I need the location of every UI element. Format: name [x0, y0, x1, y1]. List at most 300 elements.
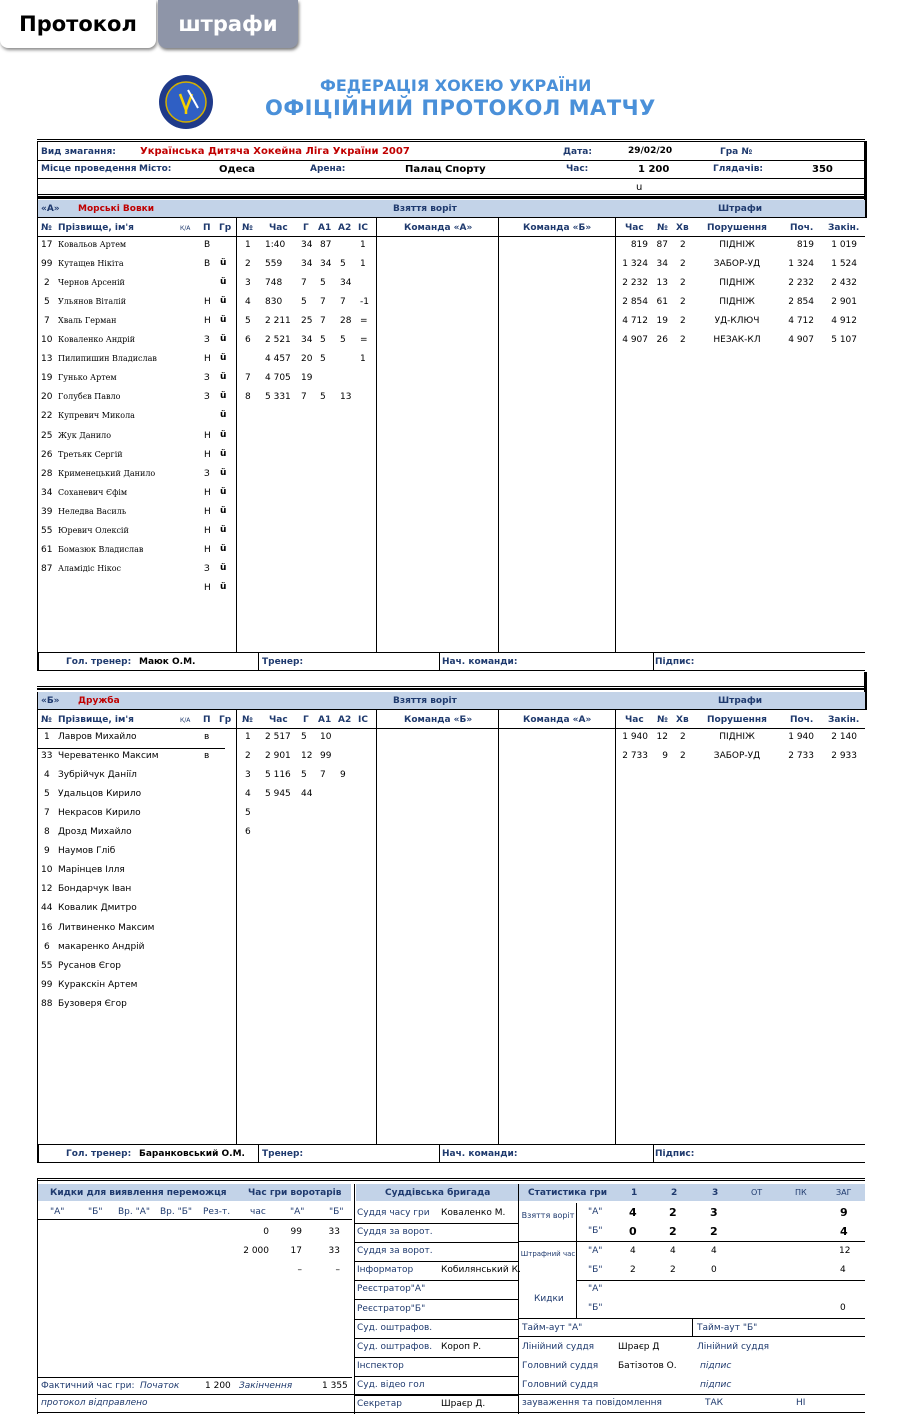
teamA-player-position: З — [204, 468, 210, 479]
teamA-col-gr: Гр — [219, 223, 232, 233]
period-header: ПК — [795, 1188, 807, 1197]
teamA-pen-start: 4 907 — [788, 335, 814, 346]
teamA-goal-n: 2 — [245, 259, 251, 270]
teamA-player-position: З — [204, 392, 210, 403]
teamA-goal-a1: 5 — [320, 392, 326, 403]
goals-b-total: 4 — [840, 1225, 848, 1238]
teamB-player-name: Бондарчук Іван — [58, 884, 132, 895]
teamB-player-position: в — [204, 732, 210, 742]
teamA-col-pno: № — [657, 223, 668, 233]
referee-role: Реєстратор"Б" — [357, 1303, 426, 1314]
info-extra: u — [636, 182, 643, 193]
goals-b-p2: 2 — [669, 1225, 677, 1238]
teamB-player-no: 8 — [44, 827, 50, 838]
teamB-col-a1: А1 — [318, 715, 332, 725]
teamA-player-no: 61 — [41, 544, 53, 555]
teamA-player-name: Ульянов Віталій — [58, 297, 127, 307]
teamA-pen-player: 34 — [656, 259, 668, 270]
goals-a-total: 9 — [840, 1206, 848, 1219]
penalty-stat-label: Штрафний час — [520, 1250, 576, 1258]
teamA-player-group: ü — [220, 334, 227, 345]
teamA-player-name: Купревич Микола — [58, 411, 135, 421]
teamA-goal-time: 559 — [265, 259, 283, 270]
teamA-pen-violation: ПІДНІЖ — [719, 240, 755, 250]
arena-label: Арена: — [310, 164, 346, 174]
teamA-goal-scorer: 7 — [301, 392, 307, 403]
main-ref-1-sign: підпис — [700, 1361, 732, 1371]
referee-role: Суд. оштрафов. — [357, 1322, 433, 1333]
notes-yes: ТАК — [705, 1398, 724, 1408]
teamB-col-ptime: Час — [625, 715, 644, 725]
teamB-player-name: Лавров Михайло — [58, 732, 137, 742]
teamB-player-name: Некрасов Кирило — [58, 808, 141, 819]
teamB-pen-violation: ПІДНІЖ — [719, 732, 755, 742]
teamA-goal-n: 3 — [245, 278, 251, 289]
goalie-col: "А" — [290, 1207, 305, 1217]
teamA-goal-time: 5 331 — [265, 392, 291, 403]
shootout-header: Кидки для виявлення переможця — [50, 1188, 227, 1198]
teamB-col-is: ІС — [358, 715, 368, 725]
teamB-player-no: 99 — [41, 979, 53, 990]
spectators-value: 350 — [812, 164, 833, 175]
teamA-player-no: 19 — [41, 373, 53, 384]
teamA-player-name: Ковальов Артем — [58, 240, 127, 249]
teamB-player-name: Зубрійчук Даніїл — [58, 770, 137, 781]
teamB-col-cmdA: Команда «А» — [523, 715, 592, 725]
teamA-pen-start: 2 232 — [788, 278, 814, 289]
referee-name: Шраєр Д. — [441, 1399, 486, 1409]
teamA-goal-is: 1 — [360, 259, 366, 270]
teamA-pen-end: 2 901 — [831, 297, 857, 308]
teamB-pen-end: 2 933 — [831, 751, 857, 762]
teamB-goal-time: 2 517 — [265, 732, 291, 742]
teamA-player-no: 20 — [41, 392, 53, 403]
teamA-player-no: 17 — [41, 240, 53, 250]
teamA-tag: «А» — [41, 204, 60, 214]
teamA-goal-scorer: 34 — [301, 335, 313, 346]
teamA-player-name: Хваль Герман — [58, 316, 117, 326]
teamA-player-no: 10 — [41, 335, 53, 346]
teamB-player-position: в — [204, 751, 210, 762]
teamA-player-group: ü — [220, 391, 227, 402]
teamA-player-group: ü — [220, 581, 227, 592]
teamA-player-no: 25 — [41, 430, 53, 441]
teamA-player-position: З — [204, 373, 210, 384]
teamB-col-gno: № — [242, 715, 253, 725]
goals-b-p3: 2 — [710, 1225, 718, 1238]
teamA-coach-name: Маюк О.М. — [139, 657, 196, 667]
stats-header: Статистика гри — [528, 1188, 608, 1198]
teamA-player-no: 99 — [41, 259, 53, 270]
teamA-chief-label: Нач. команди: — [442, 657, 518, 667]
teamA-player-position: З — [204, 563, 210, 574]
teamB-col-pno: № — [657, 715, 668, 725]
teamA-player-no: 2 — [44, 278, 50, 289]
federation-logo — [158, 74, 214, 130]
teamA-goal-is: = — [360, 335, 368, 346]
teamA-goal-a1: 7 — [320, 316, 326, 327]
teamA-pen-start: 819 — [796, 240, 814, 250]
teamA-pen-violation: ПІДНІЖ — [719, 297, 755, 308]
goalie-time-header: Час гри воротарів — [248, 1188, 342, 1198]
teamA-player-group: ü — [220, 486, 227, 497]
shots-stat-label: Кидки — [534, 1294, 564, 1304]
teamA-player-group: ü — [220, 296, 227, 307]
teamA-player-name: Голубєв Павло — [58, 392, 121, 402]
teamA-col-min: Хв — [676, 223, 689, 233]
teamA-player-name: Коваленко Андрій — [58, 335, 136, 345]
tab-penalties[interactable]: штрафи — [158, 0, 298, 48]
teamA-goal-n: 4 — [245, 297, 251, 308]
teamA-goal-a2: 13 — [340, 392, 352, 403]
goalie-a: 17 — [290, 1246, 302, 1256]
goalie-a: – — [297, 1265, 302, 1275]
period-header: 2 — [671, 1188, 678, 1198]
teamA-pen-start: 1 324 — [788, 259, 814, 270]
teamA-player-position: Н — [204, 297, 211, 308]
end-value: 1 355 — [322, 1381, 348, 1391]
teamA-col-ka: К/А — [180, 225, 191, 232]
teamA-col-name: Прізвище, ім'я — [58, 223, 134, 233]
teamA-pen-time: 2 232 — [622, 278, 648, 289]
teamB-pen-player: 9 — [662, 751, 668, 762]
teamB-player-no: 44 — [41, 903, 53, 914]
city-label: Місто: — [139, 164, 172, 174]
teamA-player-name: Соханевич Єфім — [58, 487, 128, 497]
teamA-pen-end: 2 432 — [831, 278, 857, 289]
teamA-player-no: 34 — [41, 487, 53, 498]
teamA-goal-a2: 5 — [340, 259, 346, 270]
teamA-player-position: Н — [204, 430, 211, 441]
teamB-chief-label: Нач. команди: — [442, 1149, 518, 1159]
teamA-goal-a2: 28 — [340, 316, 352, 327]
goalie-b: 33 — [328, 1246, 340, 1256]
teamA-pen-player: 61 — [656, 297, 668, 308]
pen-a-tag: "А" — [588, 1246, 603, 1256]
teamA-pen-player: 26 — [656, 335, 668, 346]
end-label: Закінчення — [239, 1381, 293, 1391]
teamA-player-name: Крименецький Данило — [58, 468, 156, 478]
shots-b-total: 0 — [840, 1303, 846, 1313]
teamB-col-name: Прізвище, ім'я — [58, 715, 134, 725]
teamB-player-name: Череватенко Максим — [58, 751, 159, 762]
teamA-goal-time: 4 457 — [265, 354, 291, 365]
teamB-goal-scorer: 12 — [301, 751, 313, 762]
teamB-player-no: 10 — [41, 865, 53, 876]
teamB-name: Дружба — [78, 696, 120, 706]
referee-role: Суддя часу гри — [357, 1208, 430, 1218]
teamB-pen-player: 12 — [656, 732, 668, 742]
teamA-player-no: 28 — [41, 468, 53, 479]
teamA-col-cmdA: Команда «А» — [404, 223, 473, 233]
time-value: 1 200 — [638, 164, 670, 175]
teamA-goal-a1: 87 — [320, 240, 332, 250]
teamA-player-position: Н — [204, 506, 211, 517]
teamA-goal-n: 7 — [245, 373, 251, 384]
teamA-goal-is: = — [360, 316, 368, 327]
teamA-player-group: ü — [220, 505, 227, 516]
teamA-pen-min: 2 — [680, 316, 686, 327]
teamB-player-no: 88 — [41, 998, 53, 1009]
teamA-goal-scorer: 25 — [301, 316, 313, 327]
teamB-goal-scorer: 5 — [301, 732, 307, 742]
goalie-time: 0 — [263, 1227, 269, 1237]
teamB-goal-n: 4 — [245, 789, 251, 800]
teamB-col-cmdB: Команда «Б» — [404, 715, 473, 725]
goalie-col: час — [250, 1207, 266, 1217]
referee-name: Коваленко М. — [441, 1208, 506, 1218]
teamA-player-name: Бомазюк Владислав — [58, 544, 144, 554]
federation-title: ФЕДЕРАЦІЯ ХОКЕЮ УКРАЇНИ — [320, 76, 592, 95]
teamA-pen-min: 2 — [680, 297, 686, 308]
shootout-col: Вр. "А" — [118, 1207, 151, 1217]
teamA-name: Морські Вовки — [78, 204, 155, 214]
goalie-b: – — [335, 1265, 340, 1275]
teamA-col-viol: Порушення — [707, 223, 767, 233]
teamA-goal-scorer: 5 — [301, 297, 307, 308]
teamA-pen-end: 1 019 — [831, 240, 857, 250]
goalie-b: 33 — [328, 1227, 340, 1237]
teamA-player-name: Пилипишин Владислав — [58, 354, 157, 364]
competition-label: Вид змагання: — [41, 147, 116, 157]
notes-label: зауваження та повідомлення — [522, 1398, 662, 1408]
teamB-pen-min: 2 — [680, 732, 686, 742]
game-number-label: Гра № — [720, 147, 753, 157]
pen-b-p2: 2 — [670, 1265, 676, 1275]
teamA-pen-min: 2 — [680, 240, 686, 250]
teamA-player-no: 5 — [44, 297, 50, 308]
teamA-pen-violation: УД-КЛЮЧ — [714, 316, 760, 327]
spectators-label: Глядачів: — [713, 164, 764, 174]
teamB-goal-n: 5 — [245, 808, 251, 819]
teamA-goal-is: 1 — [360, 240, 366, 250]
notes-no: НІ — [796, 1398, 806, 1408]
time-label: Час: — [566, 164, 589, 174]
referee-role: Суддя за ворот. — [357, 1246, 433, 1257]
teamB-player-no: 1 — [44, 732, 50, 742]
teamA-goal-scorer: 34 — [301, 259, 313, 270]
teamB-goal-scorer: 44 — [301, 789, 313, 800]
teamA-pen-violation: ЗАБОР-УД — [713, 259, 761, 270]
teamA-goal-time: 1:40 — [265, 240, 286, 250]
teamA-goal-is: -1 — [360, 297, 369, 308]
line-ref-1-name: Шраєр Д — [618, 1342, 660, 1352]
city-value: Одеса — [219, 164, 256, 175]
teamB-goal-a1: 7 — [320, 770, 326, 781]
teamB-pen-end: 2 140 — [831, 732, 857, 742]
teamB-goal-scorer: 5 — [301, 770, 307, 781]
teamA-col-cmdB: Команда «Б» — [523, 223, 592, 233]
competition-value: Українська Дитяча Хокейна Ліга України 2007 — [140, 146, 410, 157]
pen-b-total: 4 — [840, 1265, 846, 1275]
teamA-player-group: ü — [220, 277, 227, 288]
teamA-col-a1: А1 — [318, 223, 332, 233]
teamA-player-no: 39 — [41, 506, 53, 517]
teamB-coach-label: Гол. тренер: — [66, 1149, 132, 1159]
referee-role: Секретар — [357, 1399, 402, 1409]
teamA-pen-violation: ПІДНІЖ — [719, 278, 755, 289]
teamB-player-no: 7 — [44, 808, 50, 819]
teamA-col-end: Закін. — [828, 223, 860, 233]
teamA-pen-time: 4 907 — [622, 335, 648, 346]
teamB-col-min: Хв — [676, 715, 689, 725]
teamA-pen-end: 1 524 — [831, 259, 857, 270]
start-label: Початок — [140, 1381, 180, 1391]
teamA-player-position: Н — [204, 487, 211, 498]
teamB-player-name: Литвиненко Максим — [58, 922, 155, 933]
referees-header: Суддівська бригада — [385, 1188, 491, 1198]
tab-bar — [0, 0, 901, 50]
teamA-goal-a2: 7 — [340, 297, 346, 308]
teamA-player-group: ü — [220, 429, 227, 440]
teamA-pen-end: 4 912 — [831, 316, 857, 327]
teamA-player-no: 7 — [44, 316, 50, 327]
goalie-a: 99 — [290, 1227, 302, 1237]
tab-protocol[interactable]: Протокол — [0, 0, 156, 48]
goals-b-p1: 0 — [629, 1225, 637, 1238]
teamB-goal-time: 5 945 — [265, 789, 291, 800]
teamB-goal-n: 2 — [245, 751, 251, 762]
goals-a-p2: 2 — [669, 1206, 677, 1219]
teamB-player-no: 5 — [44, 789, 50, 800]
teamA-sign-label: Підпис: — [655, 657, 695, 667]
teamA-goal-a1: 5 — [320, 335, 326, 346]
goals-a-tag: "А" — [588, 1207, 603, 1217]
teamA-goal-time: 830 — [265, 297, 283, 308]
referee-name: Короп Р. — [441, 1341, 482, 1352]
teamA-goal-n: 8 — [245, 392, 251, 403]
teamB-player-name: Русанов Єгор — [58, 960, 122, 971]
referee-role: Реєстратор"А" — [357, 1284, 426, 1295]
line-ref-2: Лінійний суддя — [697, 1342, 770, 1352]
teamA-pen-end: 5 107 — [831, 335, 857, 346]
teamB-pen-violation: ЗАБОР-УД — [713, 751, 761, 762]
pen-a-p2: 4 — [670, 1246, 676, 1256]
teamB-pen-time: 2 733 — [622, 751, 648, 762]
pen-a-p1: 4 — [630, 1246, 636, 1256]
goalie-time: 2 000 — [243, 1246, 269, 1256]
teamA-goal-time: 4 705 — [265, 373, 291, 384]
shots-b-tag: "Б" — [588, 1303, 603, 1313]
teamA-goal-time: 2 211 — [265, 316, 291, 327]
shootout-col: Вр. "Б" — [160, 1207, 193, 1217]
teamA-goal-n: 1 — [245, 240, 251, 250]
teamA-col-g: Г — [303, 223, 309, 233]
teamA-goal-is: 1 — [360, 354, 366, 365]
teamA-player-name: Гунько Артем — [58, 373, 117, 383]
teamB-player-no: 33 — [41, 751, 53, 762]
referee-name: Кобилянський К. — [441, 1265, 521, 1276]
teamB-pen-start: 2 733 — [788, 751, 814, 762]
teamA-player-position: Н — [204, 449, 211, 460]
teamA-pen-player: 13 — [656, 278, 668, 289]
timeout-a: Тайм-аут "А" — [522, 1323, 583, 1333]
teamA-pen-min: 2 — [680, 335, 686, 346]
teamA-goal-scorer: 34 — [301, 240, 313, 250]
teamA-goal-scorer: 20 — [301, 354, 313, 365]
teamA-col-time: Час — [269, 223, 288, 233]
teamA-col-a2: А2 — [338, 223, 352, 233]
main-ref-1-name: Батізотов О. — [618, 1361, 677, 1371]
teamA-pen-player: 19 — [656, 316, 668, 327]
teamA-player-name: Юревич Олексій — [58, 525, 129, 535]
shots-a-tag: "А" — [588, 1284, 603, 1294]
main-ref-2-sign: підпис — [700, 1380, 732, 1390]
teamB-player-no: 16 — [41, 922, 53, 933]
start-value: 1 200 — [205, 1381, 231, 1391]
teamB-col-no: № — [41, 715, 52, 725]
teamB-col-end: Закін. — [828, 715, 860, 725]
venue-label: Місце проведення — [41, 164, 137, 174]
teamA-goals-header: Взяття воріт — [393, 204, 457, 214]
teamB-player-name: Марінцев Ілля — [58, 865, 125, 876]
teamB-player-name: Удальцов Кирило — [58, 789, 142, 800]
teamB-goal-time: 2 901 — [265, 751, 291, 762]
teamB-goal-n: 3 — [245, 770, 251, 781]
teamB-goal-n: 6 — [245, 827, 251, 838]
teamA-goal-scorer: 7 — [301, 278, 307, 289]
teamB-col-a2: А2 — [338, 715, 352, 725]
teamA-col-start: Поч. — [790, 223, 814, 233]
teamB-goals-header: Взяття воріт — [393, 696, 457, 706]
teamA-goal-n: 5 — [245, 316, 251, 327]
teamB-col-gr: Гр — [219, 715, 232, 725]
teamB-player-name: макаренко Андрій — [58, 941, 145, 952]
teamB-player-name: Ковалик Дмитро — [58, 903, 137, 914]
sent-label: протокол відправлено — [41, 1398, 148, 1408]
pen-a-p3: 4 — [711, 1246, 717, 1256]
teamA-goal-time: 748 — [265, 278, 283, 289]
teamA-player-group: ü — [220, 543, 227, 554]
period-header: 1 — [631, 1188, 638, 1198]
page-title: ОФІЦІЙНИЙ ПРОТОКОЛ МАТЧУ — [265, 96, 656, 120]
teamA-coach-label: Гол. тренер: — [66, 657, 132, 667]
teamA-col-ptime: Час — [625, 223, 644, 233]
teamA-player-group: ü — [220, 562, 227, 573]
teamA-pen-min: 2 — [680, 259, 686, 270]
teamA-player-position: Н — [204, 354, 211, 365]
teamA-col-p: П — [203, 223, 211, 233]
teamB-col-time: Час — [269, 715, 288, 725]
teamA-trainer-label: Тренер: — [262, 657, 304, 667]
teamA-player-name: Неледва Василь — [58, 506, 127, 516]
teamA-player-group: ü — [220, 410, 227, 421]
date-value: 29/02/20 — [628, 146, 673, 156]
period-header: 3 — [712, 1188, 719, 1198]
pen-b-p1: 2 — [630, 1265, 636, 1275]
goals-b-tag: "Б" — [588, 1226, 603, 1236]
teamA-player-name: Жук Данило — [58, 430, 112, 440]
main-ref-2: Головний суддя — [522, 1380, 599, 1390]
teamA-player-name: Аламідіс Нікос — [58, 563, 122, 573]
teamA-player-group: ü — [220, 467, 227, 478]
teamA-penalties-header: Штрафи — [718, 204, 763, 214]
teamB-player-no: 9 — [44, 846, 50, 857]
teamA-player-group: ü — [220, 524, 227, 535]
teamA-player-group: ü — [220, 258, 227, 269]
teamA-pen-start: 2 854 — [788, 297, 814, 308]
arena-value: Палац Спорту — [405, 164, 486, 175]
teamA-player-name: Кутащев Нікіта — [58, 259, 124, 269]
teamA-goal-a1: 34 — [320, 259, 332, 270]
teamA-goal-a1: 5 — [320, 278, 326, 289]
referee-role: Суддя за ворот. — [357, 1227, 433, 1238]
referee-role: Суд. відео гол — [357, 1379, 425, 1390]
teamA-goal-n: 6 — [245, 335, 251, 346]
teamB-col-start: Поч. — [790, 715, 814, 725]
goalie-col: "Б" — [329, 1207, 344, 1217]
teamA-player-no: 22 — [41, 411, 53, 422]
